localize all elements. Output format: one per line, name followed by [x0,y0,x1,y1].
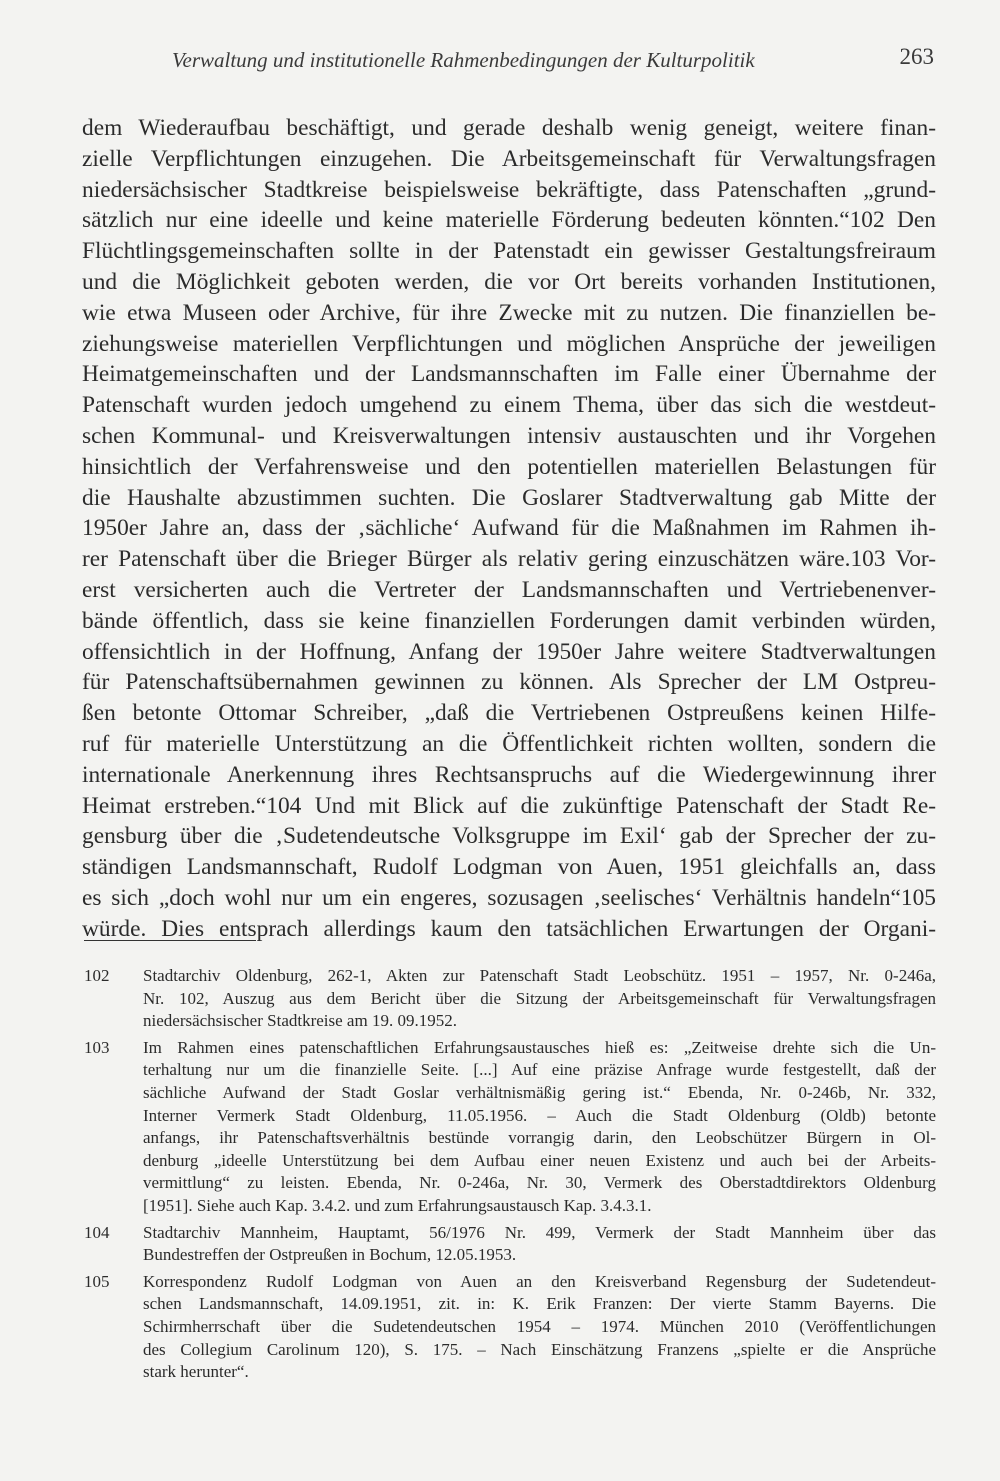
body-line: Flüchtlingsgemeinschaften sollte in der Patenstadt ein gewisser Gestaltungsfreiraum [82,238,936,265]
body-line: niedersächsischer Stadtkreise beispielsweise bekräftigte, dass Patenschaften „grund- [82,176,936,203]
body-line: hinsichtlich der Verfahrensweise und den potentiellen materiellen Belastungen für [82,453,936,480]
body-line: ständigen Landsmannschaft, Rudolf Lodgman von Auen, 1951 gleichfalls an, dass [82,854,936,881]
footnote-rule [84,940,256,941]
footnote-line: stark herunter“. [143,1362,249,1382]
body-line: Heimatgemeinschaften und der Landsmannschaften im Falle einer Übernahme der [82,361,936,388]
footnote-line: vermittlung“ zu leisten. Ebenda, Nr. 0-246a, Nr. 30, Vermerk des Oberstadtdirektors Oldenburg [143,1173,936,1193]
footnote-line: Interner Vermerk Stadt Oldenburg, 11.05.1956. – Auch die Stadt Oldenburg (Oldb) betonte [143,1105,936,1125]
body-line: Patenschaft wurden jedoch umgehend zu einem Thema, über das sich die westdeut- [82,392,936,419]
running-title: Verwaltung und institutionelle Rahmenbedingungen der Kulturpolitik [172,48,755,72]
footnote-number: 104 [84,1222,110,1242]
body-line: und die Möglichkeit geboten werden, die vor Ort bereits vorhanden Institutionen, [82,268,936,295]
footnote-line: Stadtarchiv Oldenburg, 262-1, Akten zur Patenschaft Stadt Leobschütz. 1951 – 1957, Nr. 0-246a, [143,966,936,985]
footnote-line: des Collegium Carolinum 120), S. 175. – Nach Einschätzung Franzens „spielte er die Ansprüche [143,1339,936,1359]
footnote-line: terhaltung nur um die finanzielle Seite. [...] Auf eine präzise Anfrage wurde festgestellt, daß der [143,1060,936,1080]
body-line: ruf für materielle Unterstützung an die Öffentlichkeit richten wollten, sondern die [82,730,936,757]
page-header [172,44,934,78]
footnote [84,1037,936,1218]
footnote-line: schen Landsmannschaft, 14.09.1951, zit. in: K. Erik Franzen: Der vierte Stamm Bayerns. Die [143,1294,936,1314]
body-text [82,113,936,945]
body-line: 1950er Jahre an, dass der ‚sächliche‘ Aufwand für die Maßnahmen im Rahmen ih- [82,515,936,542]
body-line: die Haushalte abzustimmen suchten. Die Goslarer Stadtverwaltung gab Mitte der [82,484,936,511]
body-line: gensburg über die ‚Sudetendeutsche Volksgruppe im Exil‘ gab der Sprecher der zu- [82,823,936,850]
footnote-line: Im Rahmen eines patenschaftlichen Erfahrungsaustausches hieß es: „Zeitweise drehte sich die Un- [143,1037,936,1057]
body-line: zielle Verpflichtungen einzugehen. Die Arbeitsgemeinschaft für Verwaltungsfragen [82,145,936,172]
body-line: offensichtlich in der Hoffnung, Anfang der 1950er Jahre weitere Stadtverwaltungen [82,638,936,665]
footnote-line: niedersächsischer Stadtkreise am 19. 09.1952. [143,1011,457,1031]
footnote-line: denburg „ideelle Unterstützung bei dem Aufbau einer neuen Existenz und auch bei der Arbeits- [143,1150,936,1170]
body-line: rer Patenschaft über die Brieger Bürger als relativ gering einzuschätzen wäre.103 Vor- [82,546,936,573]
footnote [84,1271,936,1384]
footnote-number: 105 [84,1271,110,1291]
body-line: bände öffentlich, dass sie keine finanziellen Forderungen damit verbinden würden, [82,607,936,634]
footnote-line: anfangs, ihr Patenschaftsverhältnis bestünde vorrangig darin, den Leobschützer Bürgern in Ol- [143,1128,936,1148]
footnote [84,965,936,1033]
page-number: 263 [899,44,934,69]
body-line: wie etwa Museen oder Archive, für ihre Zwecke mit zu nutzen. Die finanziellen be- [82,299,936,326]
body-line: ziehungsweise materiellen Verpflichtungen und möglichen Ansprüche der jeweiligen [82,330,936,357]
footnote-line: Korrespondenz Rudolf Lodgman von Auen an den Kreisverband Regensburg der Sudetendeut- [143,1271,936,1291]
body-line: internationale Anerkennung ihres Rechtsanspruchs auf die Wiedergewinnung ihrer [82,761,936,788]
footnotes [84,965,936,1388]
footnote-number: 103 [84,1037,110,1057]
body-line: es sich „doch wohl nur um ein engeres, sozusagen ‚seelisches‘ Verhältnis handeln“105 [82,884,936,911]
footnote-line: Bundestreffen der Ostpreußen in Bochum, 12.05.1953. [143,1245,517,1265]
body-line: Heimat erstreben.“104 Und mit Blick auf die zukünftige Patenschaft der Stadt Re- [82,792,936,819]
body-line: würde. Dies entsprach allerdings kaum den tatsächlichen Erwartungen der Organi- [82,915,936,942]
body-line: sätzlich nur eine ideelle und keine materielle Förderung bedeuten könnten.“102 Den [82,207,936,234]
body-line: für Patenschaftsübernahmen gewinnen zu können. Als Sprecher der LM Ostpreu- [82,669,936,696]
footnote-number: 102 [84,966,110,985]
footnote-line: Stadtarchiv Mannheim, Hauptamt, 56/1976 Nr. 499, Vermerk der Stadt Mannheim über das [143,1222,936,1242]
body-line: schen Kommunal- und Kreisverwaltungen intensiv austauschten und ihr Vorgehen [82,422,936,449]
footnote [84,1222,936,1267]
footnote-line: Schirmherrschaft über die Sudetendeutschen 1954 – 1974. München 2010 (Veröffentlichungen [143,1316,936,1336]
footnote-line: [1951]. Siehe auch Kap. 3.4.2. und zum Erfahrungsaustausch Kap. 3.4.3.1. [143,1195,652,1215]
footnote-line: Nr. 102, Auszug aus dem Bericht über die Sitzung der Arbeitsgemeinschaft für Verwaltungsfragen [143,988,936,1008]
footnote-line: sächliche Aufwand der Stadt Goslar verhältnismäßig gering ist.“ Ebenda, Nr. 0-246b, Nr. 332, [143,1082,936,1102]
body-line: erst versicherten auch die Vertreter der Landsmannschaften und Vertriebenenver- [82,576,936,603]
body-line: dem Wiederaufbau beschäftigt, und gerade deshalb wenig geneigt, weitere finan- [82,115,936,141]
body-line: ßen betonte Ottomar Schreiber, „daß die Vertriebenen Ostpreußens keinen Hilfe- [82,700,936,727]
